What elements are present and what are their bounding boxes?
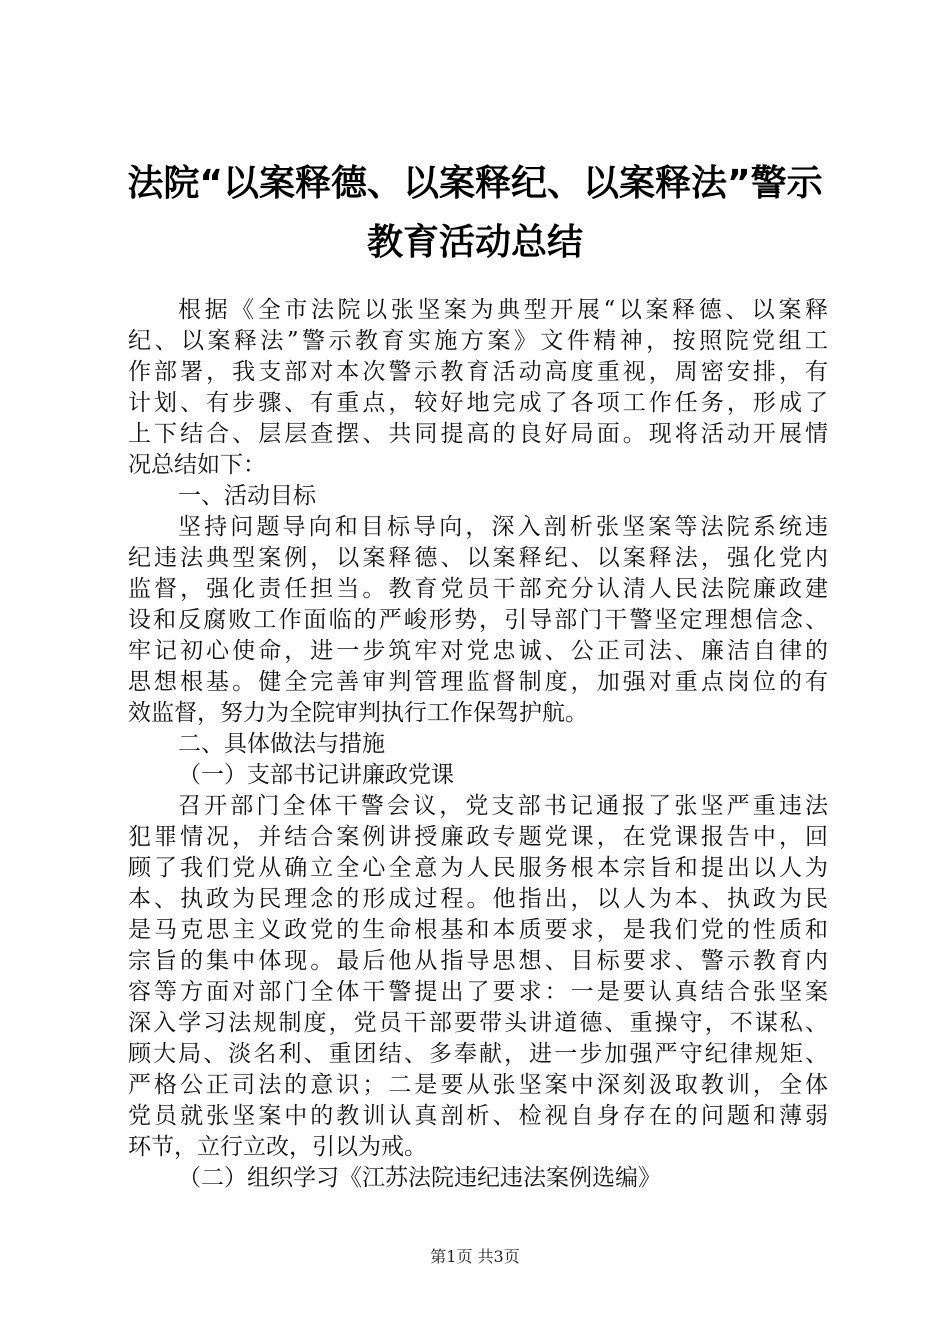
paragraph-line: 作部署，我支部对本次警示教育活动高度重视，周密安排，有 — [128, 359, 828, 385]
paragraph-line: 本、执政为民理念的形成过程。他指出，以人为本、执政为民 — [128, 886, 828, 912]
document-body — [128, 295, 828, 1194]
paragraph-line: 党员就张坚案中的教训认真剖析、检视自身存在的问题和薄弱 — [128, 1103, 828, 1129]
section-heading: 二、具体做法与措施 — [178, 731, 385, 757]
paragraph-line: 监督，强化责任担当。教育党员干部充分认清人民法院廉政建 — [128, 576, 828, 602]
paragraph-line: 效监督，努力为全院审判执行工作保驾护航。 — [128, 700, 588, 726]
subsection-heading: （二）组织学习《江苏法院违纪违法案例选编》 — [178, 1165, 661, 1191]
paragraph-line: 计划、有步骤、有重点，较好地完成了各项工作任务，形成了 — [128, 390, 828, 416]
paragraph-line: 设和反腐败工作面临的严峻形势，引导部门干警坚定理想信念、 — [128, 607, 828, 633]
paragraph-line: 召开部门全体干警会议，党支部书记通报了张坚严重违法 — [178, 793, 828, 819]
paragraph-line: 是马克思主义政党的生命根基和本质要求，是我们党的性质和 — [128, 917, 828, 943]
subsection-heading: （一）支部书记讲廉政党课 — [178, 762, 454, 788]
paragraph-line: 深入学习法规制度，党员干部要带头讲道德、重操守，不谋私、 — [128, 1010, 828, 1036]
paragraph-line: 容等方面对部门全体干警提出了要求：一是要认真结合张坚案 — [128, 979, 828, 1005]
paragraph-line: 坚持问题导向和目标导向，深入剖析张坚案等法院系统违 — [178, 514, 828, 540]
paragraph-line: 严格公正司法的意识；二是要从张坚案中深刻汲取教训，全体 — [128, 1072, 828, 1098]
paragraph-line: 纪、以案释法”警示教育实施方案》文件精神，按照院党组工 — [128, 328, 828, 354]
paragraph-line: 顾大局、淡名利、重团结、多奉献，进一步加强严守纪律规矩、 — [128, 1041, 828, 1067]
paragraph-line: 根据《全市法院以张坚案为典型开展“以案释德、以案释 — [178, 297, 828, 323]
page-number-footer: 第1页 共3页 — [430, 1247, 520, 1266]
paragraph-line: 上下结合、层层查摆、共同提高的良好局面。现将活动开展情 — [128, 421, 828, 447]
paragraph-line: 纪违法典型案例，以案释德、以案释纪、以案释法，强化党内 — [128, 545, 828, 571]
document-title-line-2: 教育活动总结 — [366, 222, 583, 263]
paragraph-line: 牢记初心使命，进一步筑牢对党忠诚、公正司法、廉洁自律的 — [128, 638, 828, 664]
document-title-line-1: 法院“以案释德、以案释纪、以案释法”警示 — [127, 163, 823, 204]
paragraph-line: 况总结如下： — [128, 452, 266, 478]
paragraph-line: 宗旨的集中体现。最后他从指导思想、目标要求、警示教育内 — [128, 948, 828, 974]
paragraph-line: 犯罪情况，并结合案例讲授廉政专题党课，在党课报告中，回 — [128, 824, 828, 850]
paragraph-line: 思想根基。健全完善审判管理监督制度，加强对重点岗位的有 — [128, 669, 828, 695]
paragraph-line: 环节，立行立改，引以为戒。 — [128, 1134, 427, 1160]
section-heading: 一、活动目标 — [178, 483, 316, 509]
paragraph-line: 顾了我们党从确立全心全意为人民服务根本宗旨和提出以人为 — [128, 855, 828, 881]
